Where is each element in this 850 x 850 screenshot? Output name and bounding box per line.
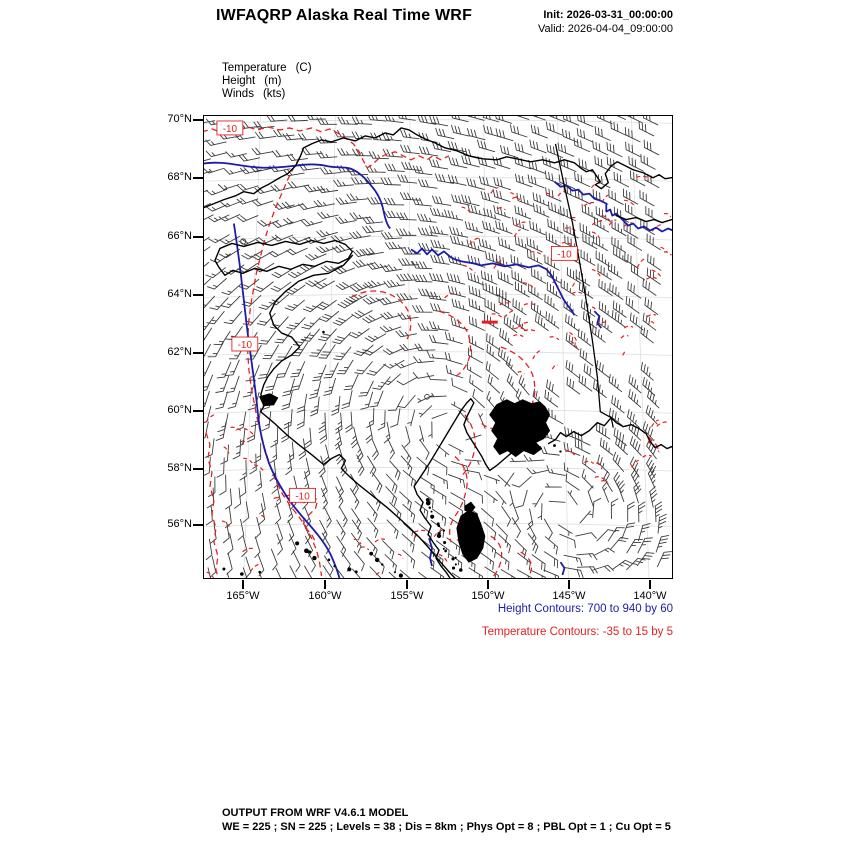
lat-tick — [193, 352, 203, 354]
map-svg — [204, 116, 672, 578]
lon-tick-label: 150°W — [471, 590, 505, 602]
lon-tick — [649, 580, 651, 589]
init-time — [538, 8, 673, 22]
valid-value: 2026-04-04_09:00:00 — [567, 23, 673, 35]
wind-barb-layer — [204, 116, 672, 578]
contour-label — [217, 121, 243, 135]
field-temperature — [222, 62, 312, 75]
lat-tick-label: 58°N — [167, 462, 192, 474]
lat-tick-label: 68°N — [167, 171, 192, 183]
lon-tick — [324, 580, 326, 589]
svg-text:-10: -10 — [557, 249, 572, 261]
field-winds — [222, 88, 312, 101]
lat-tick-label: 70°N — [167, 113, 192, 125]
valid-label: Valid: — [538, 23, 565, 35]
page-title: IWFAQRP Alaska Real Time WRF — [216, 7, 473, 24]
lat-tick-label: 62°N — [167, 346, 192, 358]
prince-william-sound-landmass — [490, 400, 550, 457]
svg-text:-10: -10 — [237, 339, 253, 351]
valid-time — [538, 22, 673, 36]
run-info — [538, 8, 673, 36]
field-unit: (m) — [264, 75, 282, 87]
lat-tick — [193, 410, 203, 412]
lon-tick-label: 145°W — [552, 590, 586, 602]
lat-tick-label: 64°N — [167, 288, 192, 300]
lat-tick — [193, 236, 203, 238]
svg-text:-10: -10 — [295, 491, 310, 503]
lat-tick — [193, 468, 203, 470]
lon-tick-label: 140°W — [633, 590, 667, 602]
model-config-line: WE = 225 ; SN = 225 ; Levels = 38 ; Dis = 8km ; Phys Opt = 8 ; PBL Opt = 1 ; Cu Opt = 5 — [222, 821, 671, 833]
temperature-contours-note: Temperature Contours: -35 to 15 by 5 — [481, 626, 673, 638]
field-name: Temperature — [222, 62, 287, 74]
contour-label — [552, 246, 578, 260]
model-version-line: OUTPUT FROM WRF V4.6.1 MODEL — [222, 807, 409, 819]
contour-label — [290, 488, 316, 502]
lon-tick-label: 155°W — [390, 590, 424, 602]
field-unit: (C) — [295, 62, 312, 74]
svg-text:-10: -10 — [222, 123, 238, 135]
lat-tick-label: 66°N — [167, 230, 192, 242]
contour-label — [232, 337, 258, 351]
lon-tick — [568, 580, 570, 589]
lat-tick-label: 60°N — [167, 404, 192, 416]
lon-tick — [487, 580, 489, 589]
lon-tick-label: 160°W — [308, 590, 342, 602]
field-name: Winds — [222, 88, 254, 100]
field-height — [222, 75, 312, 88]
lat-tick — [193, 294, 203, 296]
lat-tick — [193, 177, 203, 179]
init-value: 2026-03-31_00:00:00 — [566, 9, 673, 21]
lon-tick — [406, 580, 408, 589]
init-label: Init: — [543, 9, 564, 21]
field-name: Height — [222, 75, 256, 87]
field-list — [222, 62, 312, 101]
lat-tick-label: 56°N — [167, 518, 192, 530]
lon-tick-label: 165°W — [226, 590, 260, 602]
lat-tick — [193, 524, 203, 526]
height-contours-note: Height Contours: 700 to 940 by 60 — [497, 603, 673, 615]
map-plot — [203, 115, 673, 579]
lat-tick — [193, 119, 203, 121]
lon-tick — [242, 580, 244, 589]
nunivak-island — [260, 394, 278, 406]
footer — [222, 806, 671, 834]
field-unit: (kts) — [262, 88, 286, 100]
